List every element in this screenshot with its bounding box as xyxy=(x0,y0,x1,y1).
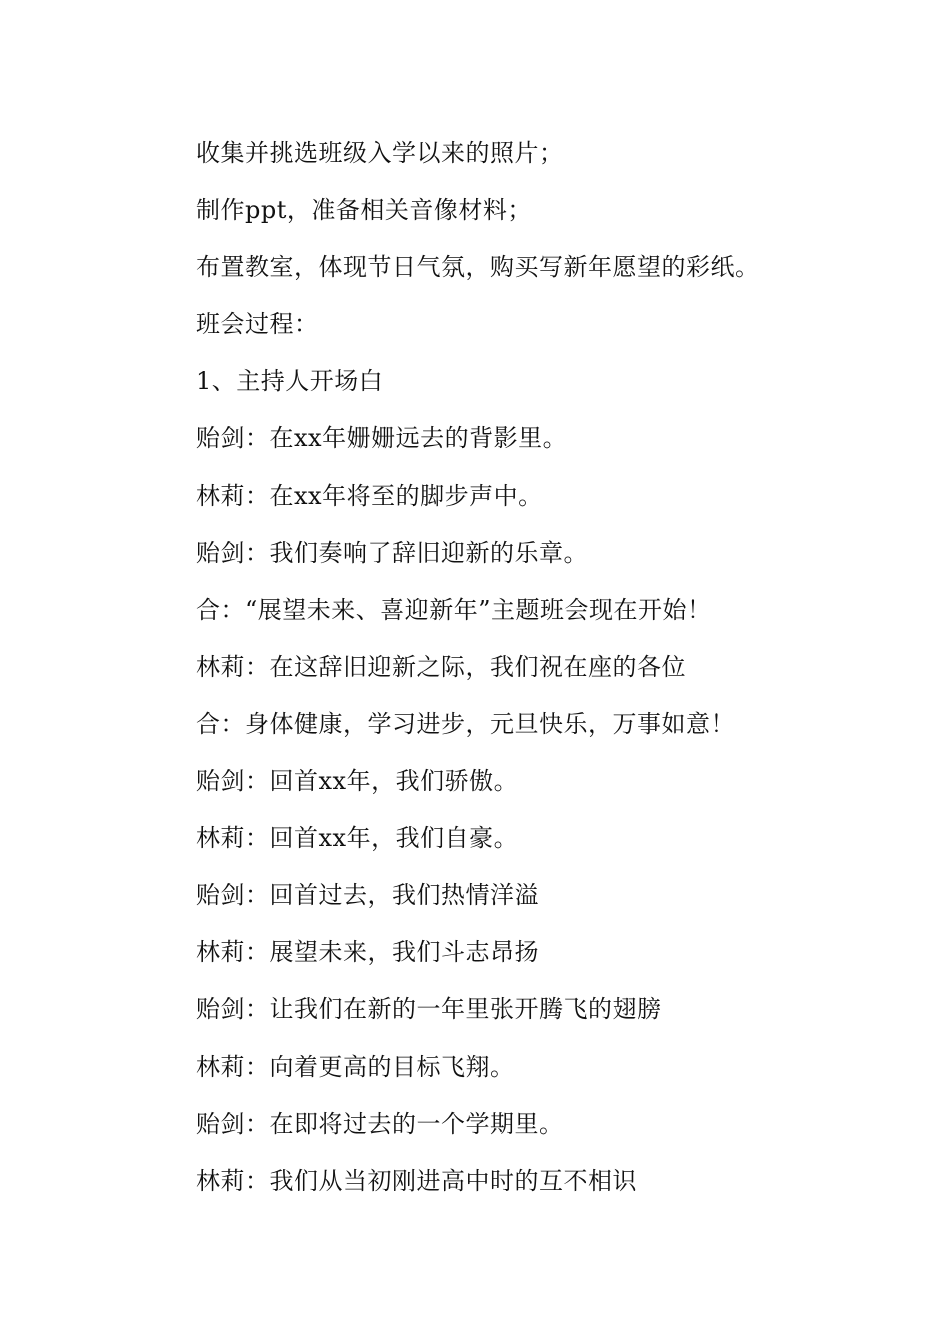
dialogue-line: 贻剑：我们奏响了辞旧迎新的乐章。 xyxy=(196,538,588,567)
section-heading: 班会过程： xyxy=(196,310,319,339)
text-line: 1、主持人开场白 xyxy=(196,367,384,396)
dialogue-line: 林莉：在这辞旧迎新之际，我们祝在座的各位 xyxy=(196,652,686,681)
text-line: 制作ppt，准备相关音像材料； xyxy=(196,196,532,225)
dialogue-line: 林莉：向着更高的目标飞翔。 xyxy=(196,1052,515,1081)
dialogue-line: 林莉：展望未来，我们斗志昂扬 xyxy=(196,938,539,967)
text-line: 布置教室，体现节日气氛，购买写新年愿望的彩纸。 xyxy=(196,253,760,282)
dialogue-line: 合：身体健康，学习进步，元旦快乐，万事如意！ xyxy=(196,709,735,738)
dialogue-line: 林莉：我们从当初刚进高中时的互不相识 xyxy=(196,1166,637,1195)
dialogue-line: 贻剑：回首过去，我们热情洋溢 xyxy=(196,881,539,910)
dialogue-line: 贻剑：让我们在新的一年里张开腾飞的翅膀 xyxy=(196,995,662,1024)
dialogue-line: 林莉：回首xx年，我们自豪。 xyxy=(196,824,519,853)
dialogue-line: 贻剑：在即将过去的一个学期里。 xyxy=(196,1109,564,1138)
text-line: 收集并挑选班级入学以来的照片； xyxy=(196,139,564,167)
dialogue-line: 贻剑：在xx年姗姗远去的背影里。 xyxy=(196,424,568,453)
dialogue-line: 林莉：在xx年将至的脚步声中。 xyxy=(196,481,543,510)
dialogue-line: 贻剑：回首xx年，我们骄傲。 xyxy=(196,767,519,796)
document-body xyxy=(196,133,896,1218)
dialogue-line: 合：“展望未来、喜迎新年”主题班会现在开始！ xyxy=(196,595,712,624)
